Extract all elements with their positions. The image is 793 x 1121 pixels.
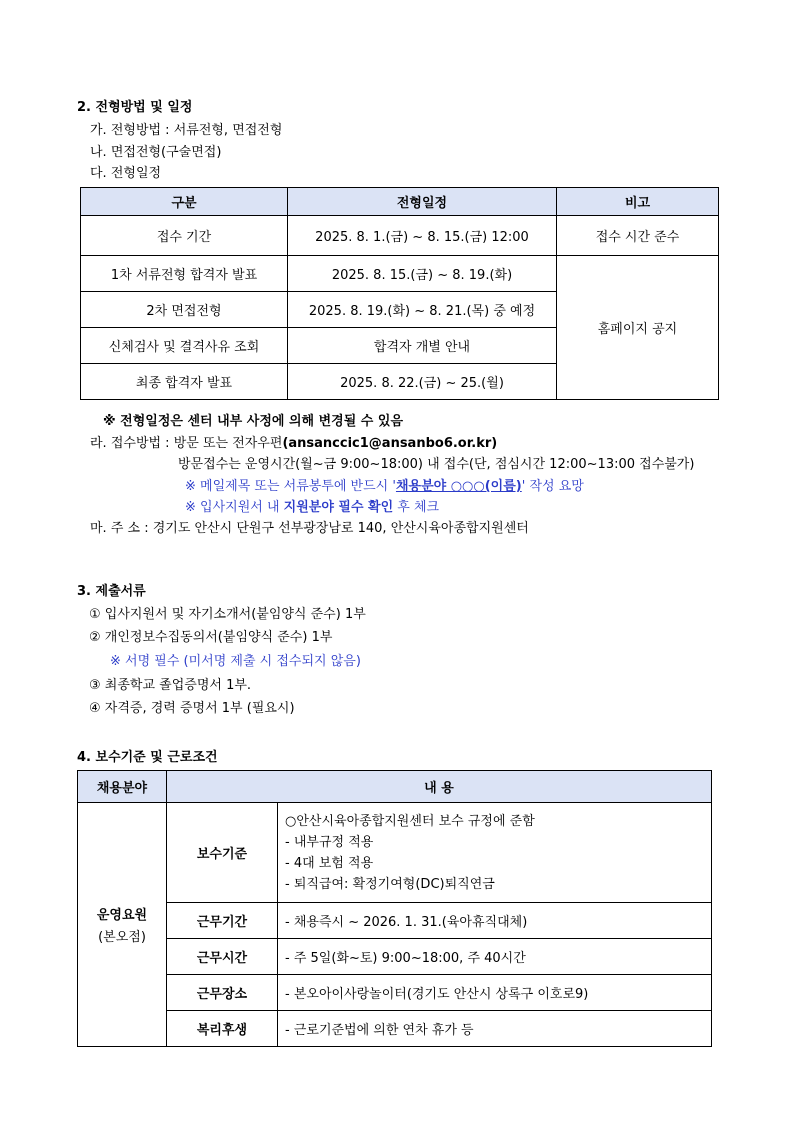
row-content: - 채용즉시 ~ 2026. 1. 31.(육아휴직대체) (278, 903, 712, 939)
table-row (78, 903, 712, 939)
row-content: - 주 5일(화~토) 9:00~18:00, 주 40시간 (278, 939, 712, 975)
job-field (78, 803, 167, 1047)
list-item: ② 개인정보수집동의서(붙임양식 준수) 1부 (89, 630, 333, 645)
row-content: - 본오아이사랑놀이터(경기도 안산시 상록구 이호로9) (278, 975, 712, 1011)
row-note-merged: 홈페이지 공지 (557, 256, 719, 400)
row-schedule: 2025. 8. 22.(금) ~ 25.(월) (288, 364, 557, 400)
table-row (81, 216, 719, 256)
row-label: 보수기준 (167, 803, 278, 903)
section-4-title: 4. 보수기준 및 근로조건 (77, 750, 218, 765)
row-note: 접수 시간 준수 (557, 216, 719, 256)
list-item: ③ 최종학교 졸업증명서 1부. (89, 678, 252, 693)
application-method (90, 432, 497, 451)
row-schedule: 2025. 8. 1.(금) ~ 8. 15.(금) 12:00 (288, 216, 557, 256)
table-row (78, 1011, 712, 1047)
signature-note: ※ 서명 필수 (미서명 제출 시 접수되지 않음) (110, 654, 361, 669)
application-method-label: 라. 접수방법 : 방문 또는 전자우편 (90, 436, 283, 451)
header-note: 비고 (557, 188, 719, 216)
field-check-note: ※ 입사지원서 내 지원분야 필수 확인 후 체크 (185, 500, 440, 515)
email-subject-note: ※ 메일제목 또는 서류봉투에 반드시 '채용분야 ○○○(이름)' 작성 요망 (185, 479, 584, 494)
row-label: 근무기간 (167, 903, 278, 939)
header-field: 채용분야 (78, 771, 167, 803)
table-row (81, 256, 719, 292)
header-category: 구분 (81, 188, 288, 216)
row-category: 1차 서류전형 합격자 발표 (81, 256, 288, 292)
job-field-name: 운영요원 (96, 908, 148, 923)
schedule-table (80, 187, 719, 400)
row-label: 근무장소 (167, 975, 278, 1011)
header-content: 내 용 (167, 771, 712, 803)
row-schedule: 2025. 8. 15.(금) ~ 8. 19.(화) (288, 256, 557, 292)
row-category: 접수 기간 (81, 216, 288, 256)
visit-hours: 방문접수는 운영시간(월~금 9:00~18:00) 내 접수(단, 점심시간 12:00~13:00 접수불가) (178, 457, 695, 472)
list-item: ① 입사지원서 및 자기소개서(붙임양식 준수) 1부 (89, 607, 366, 622)
list-item: ④ 자격증, 경력 증명서 1부 (필요시) (89, 701, 295, 716)
schedule-change-notice: ※ 전형일정은 센터 내부 사정에 의해 변경될 수 있음 (103, 414, 404, 429)
row-content: - 근로기준법에 의한 연차 휴가 등 (278, 1011, 712, 1047)
selection-method: 가. 전형방법 : 서류전형, 면접전형 (90, 123, 283, 138)
table-row (78, 803, 712, 903)
row-category: 최종 합격자 발표 (81, 364, 288, 400)
field-check-emphasis: 지원분야 필수 확인 (283, 500, 394, 515)
row-category: 2차 면접전형 (81, 292, 288, 328)
email-subject-format: 채용분야 ○○○(이름) (395, 479, 522, 494)
row-content: ○안산시육아종합지원센터 보수 규정에 준함 - 내부규정 적용 - 4대 보험 적용 - 퇴직급여: 확정기여형(DC)퇴직연금 (278, 803, 712, 903)
row-schedule: 합격자 개별 안내 (288, 328, 557, 364)
row-label: 복리후생 (167, 1011, 278, 1047)
row-schedule: 2025. 8. 19.(화) ~ 8. 21.(목) 중 예정 (288, 292, 557, 328)
row-label: 근무시간 (167, 939, 278, 975)
section-3-title: 3. 제출서류 (77, 584, 146, 599)
application-email: (ansanccic1@ansanbo6.or.kr) (282, 436, 498, 451)
schedule-label: 다. 전형일정 (90, 166, 162, 181)
table-row (78, 975, 712, 1011)
address: 마. 주 소 : 경기도 안산시 단원구 선부광장남로 140, 안산시육아종합지원센터 (90, 521, 529, 536)
header-schedule: 전형일정 (288, 188, 557, 216)
table-row (78, 939, 712, 975)
conditions-table (77, 770, 712, 1047)
interview-method: 나. 면접전형(구술면접) (90, 145, 222, 160)
section-2-title: 2. 전형방법 및 일정 (77, 100, 193, 115)
job-field-branch: (본오점) (98, 930, 146, 945)
row-category: 신체검사 및 결격사유 조회 (81, 328, 288, 364)
